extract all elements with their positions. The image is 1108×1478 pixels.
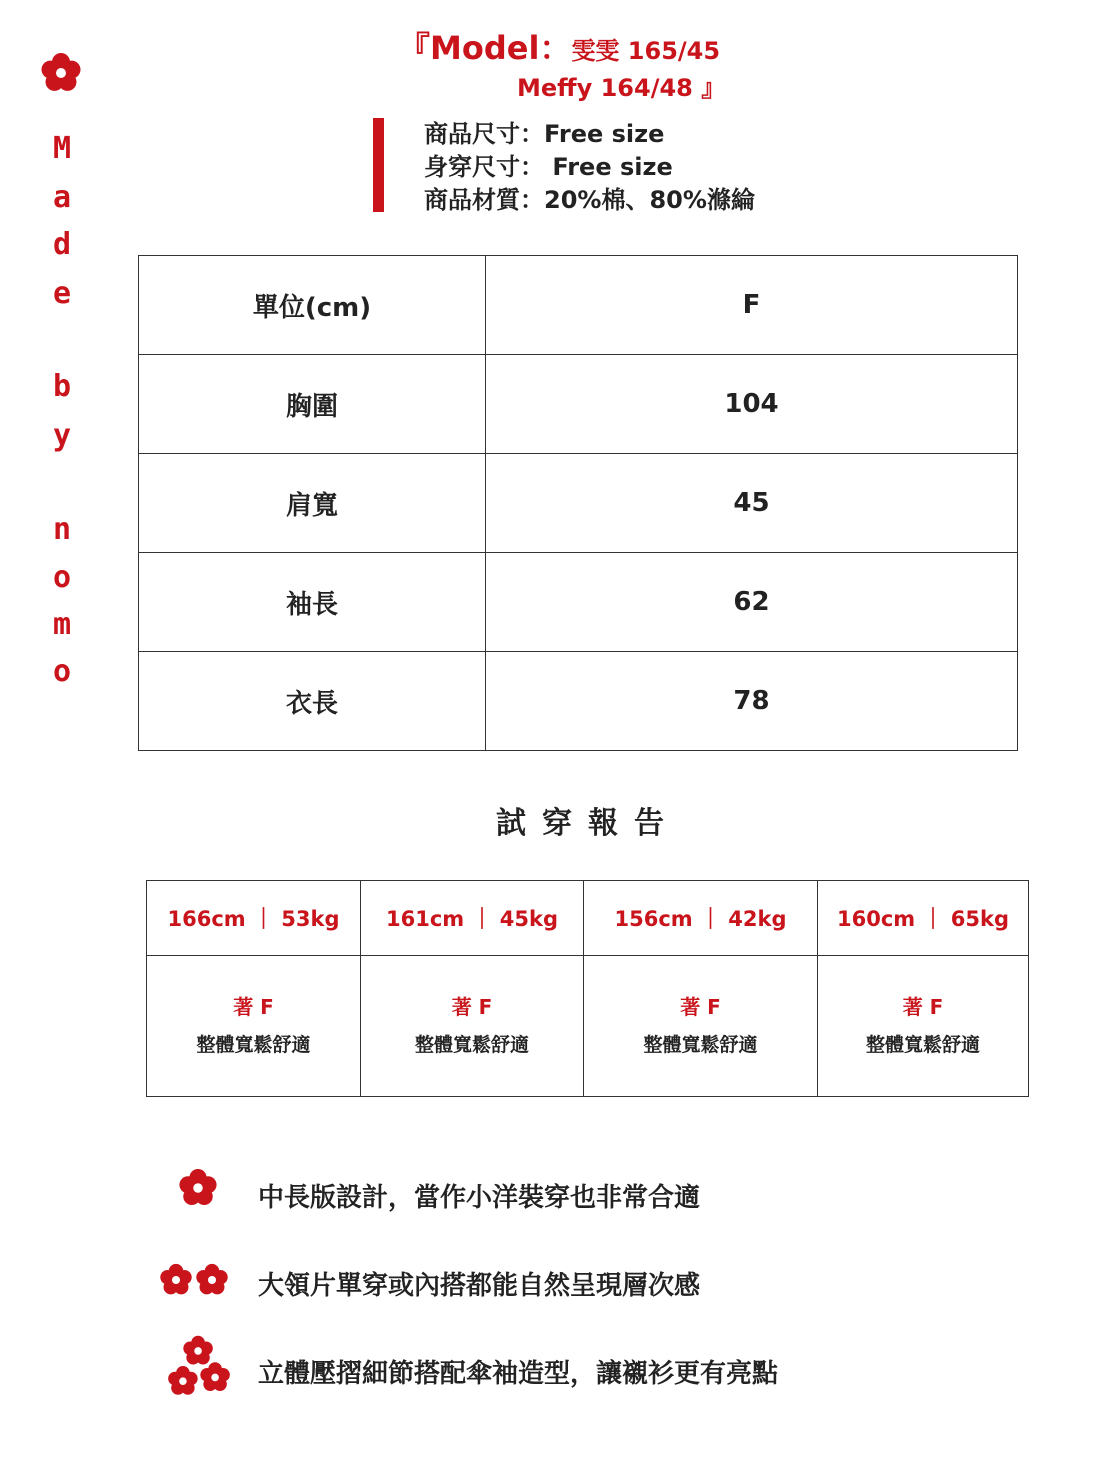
triple-flower-icon [164,1332,234,1402]
brand-letter: m [52,607,72,642]
spec-product-size: 商品尺寸：Free size [424,120,665,148]
tester-stats: 166cm ｜ 53kg [147,881,361,956]
worn-size: 著 F [680,995,721,1019]
model-label: Model： [430,29,572,67]
measure-label: 肩寬 [139,454,486,553]
model-2: Meffy 164/48 [517,74,693,102]
measure-value: 78 [486,652,1018,751]
worn-size: 著 F [233,995,274,1019]
model-subheading [517,72,725,104]
fit-comment: 整體寬鬆舒適 [196,1034,311,1056]
feature-text: 大領片單穿或內搭都能自然呈現層次感 [258,1271,701,1301]
spec-accent-bar [373,118,384,212]
worn-size: 著 F [451,995,493,1019]
table-row [139,355,1018,454]
brand-letter: o [52,560,72,595]
tester-stats: 161cm ｜ 45kg [361,881,584,956]
measure-label: 胸圍 [139,355,486,454]
measure-value: 104 [486,355,1018,454]
brand-letter: y [52,418,72,453]
model-heading [398,28,720,71]
fit-comment: 整體寬鬆舒適 [643,1034,758,1056]
table-header-cell: 單位(cm) [139,256,486,355]
model-1: 雯雯 165/45 [571,37,721,65]
tester-result [147,956,361,1097]
spec-material: 商品材質：20%棉、80%滌綸 [424,186,755,214]
table-row [139,652,1018,751]
measure-value: 62 [486,553,1018,652]
tester-stats: 160cm ｜ 65kg [818,881,1029,956]
tester-stats: 156cm ｜ 42kg [584,881,818,956]
flower-icon [40,52,82,94]
tester-result [584,956,818,1097]
report-title: 試穿報告 [496,806,680,841]
fit-comment: 整體寬鬆舒適 [865,1034,980,1056]
close-bracket: 』 [701,74,726,102]
single-flower-icon [178,1168,218,1208]
feature-text: 立體壓摺細節搭配傘袖造型，讓襯衫更有亮點 [258,1359,779,1389]
brand-letter: M [52,131,72,166]
tester-stats-row [147,881,1029,956]
size-table [138,255,1018,751]
table-row [139,454,1018,553]
worn-size: 著 F [902,995,944,1019]
table-header-row [139,256,1018,355]
brand-letter: o [52,654,72,689]
double-flower-icon [156,1262,232,1298]
brand-letter: b [52,369,72,404]
feature-text: 中長版設計，當作小洋裝穿也非常合適 [258,1183,701,1213]
fit-comment: 整體寬鬆舒適 [414,1034,529,1056]
spec-body-size: 身穿尺寸： Free size [424,153,673,181]
tester-result-row [147,956,1029,1097]
table-row [139,553,1018,652]
brand-letter: a [52,180,72,215]
try-on-table [146,880,1029,1097]
brand-letter: e [52,276,72,311]
brand-letter: d [52,227,72,262]
open-bracket: 『 [398,29,431,67]
measure-value: 45 [486,454,1018,553]
table-header-cell: F [486,256,1018,355]
measure-label: 袖長 [139,553,486,652]
tester-result [818,956,1029,1097]
brand-letter: n [52,512,72,547]
measure-label: 衣長 [139,652,486,751]
tester-result [361,956,584,1097]
